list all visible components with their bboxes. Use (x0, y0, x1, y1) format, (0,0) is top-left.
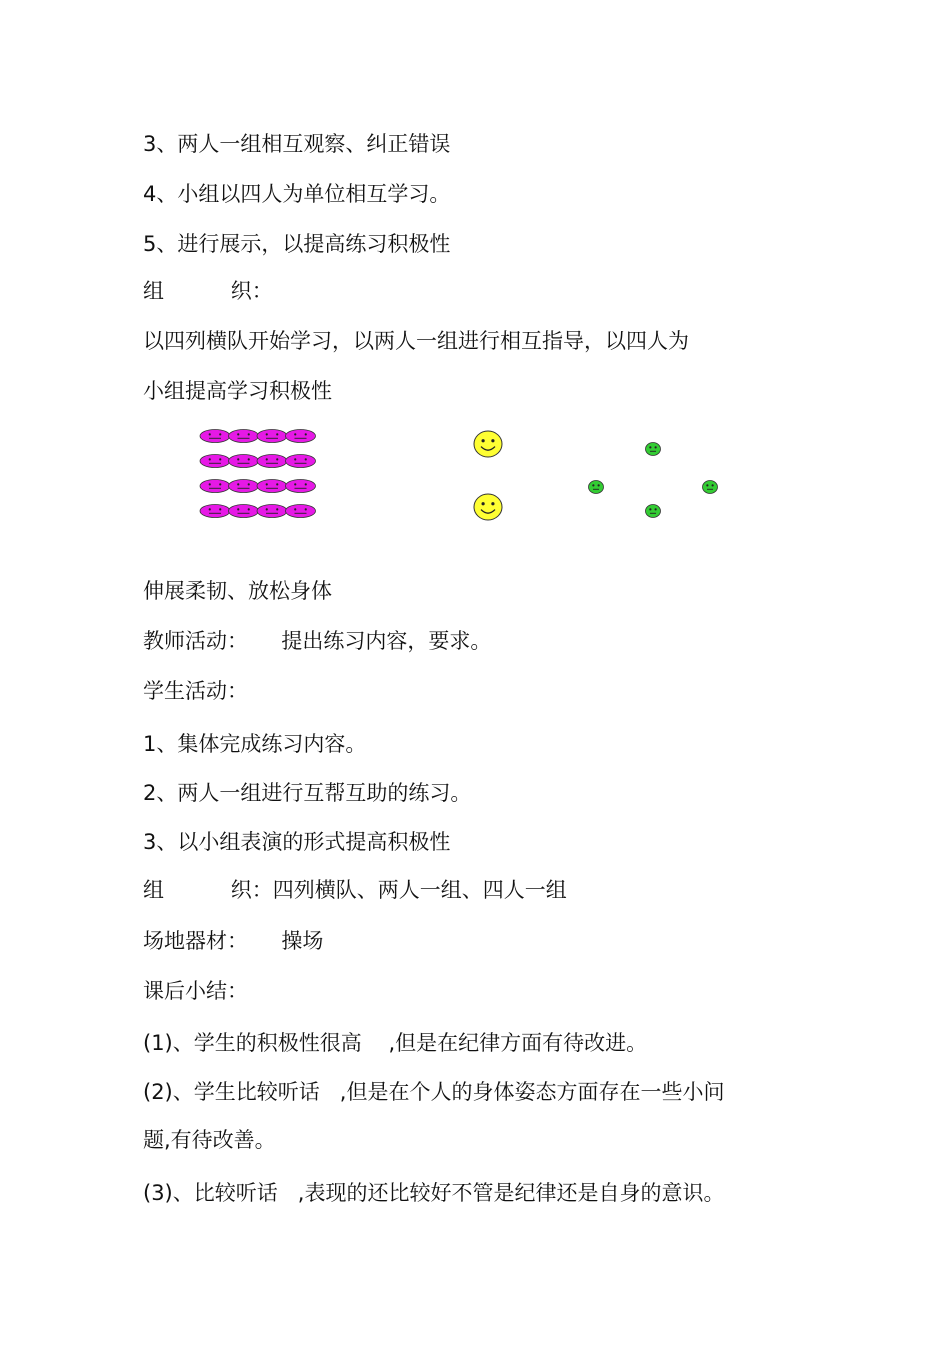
text-line: 组 织：四列横队、两人一组、四人一组 (143, 878, 567, 902)
student-marker (229, 505, 259, 518)
text-line: 课后小结： (143, 979, 248, 1003)
student-marker (229, 455, 259, 468)
text-line: (2)、学生比较听话 ,但是在个人的身体姿态方面存在一些小问 (143, 1080, 725, 1104)
text-line: 3、两人一组相互观察、纠正错误 (143, 132, 451, 156)
group-member-icon (703, 481, 718, 494)
student-marker (229, 430, 259, 443)
student-marker (257, 455, 287, 468)
smiley-face-icon (474, 431, 502, 457)
smiley-face-icon (474, 494, 502, 520)
text-line: 1、集体完成练习内容。 (143, 732, 367, 756)
student-marker (229, 480, 259, 493)
student-marker (200, 455, 230, 468)
student-marker (286, 430, 316, 443)
text-line: 伸展柔韧、放松身体 (143, 579, 332, 603)
text-line: (3)、比较听话 ,表现的还比较好不管是纪律还是自身的意识。 (143, 1181, 725, 1205)
text-line: 组 织： (143, 279, 273, 303)
text-line: 题,有待改善。 (143, 1128, 276, 1152)
student-marker (200, 480, 230, 493)
text-line: 小组提高学习积极性 (143, 379, 332, 403)
formation-diagram (195, 425, 735, 530)
text-line: 场地器材： 操场 (143, 929, 324, 953)
student-marker (286, 455, 316, 468)
student-marker (200, 505, 230, 518)
text-line: 5、进行展示，以提高练习积极性 (143, 232, 451, 256)
formation-figure (195, 425, 735, 530)
student-marker (257, 480, 287, 493)
student-marker (257, 505, 287, 518)
group-member-icon (646, 443, 661, 456)
text-line: 教师活动： 提出练习内容，要求。 (143, 629, 492, 653)
text-line: (1)、学生的积极性很高 ,但是在纪律方面有待改进。 (143, 1031, 648, 1055)
group-member-icon (589, 481, 604, 494)
text-line: 以四列横队开始学习，以两人一组进行相互指导，以四人为 (143, 329, 689, 353)
student-marker (200, 430, 230, 443)
text-line: 学生活动： (143, 679, 248, 703)
student-marker (286, 480, 316, 493)
text-line: 3、以小组表演的形式提高积极性 (143, 830, 451, 854)
text-line: 2、两人一组进行互帮互助的练习。 (143, 781, 472, 805)
group-member-icon (646, 505, 661, 518)
student-marker (257, 430, 287, 443)
student-marker (286, 505, 316, 518)
text-line: 4、小组以四人为单位相互学习。 (143, 182, 451, 206)
